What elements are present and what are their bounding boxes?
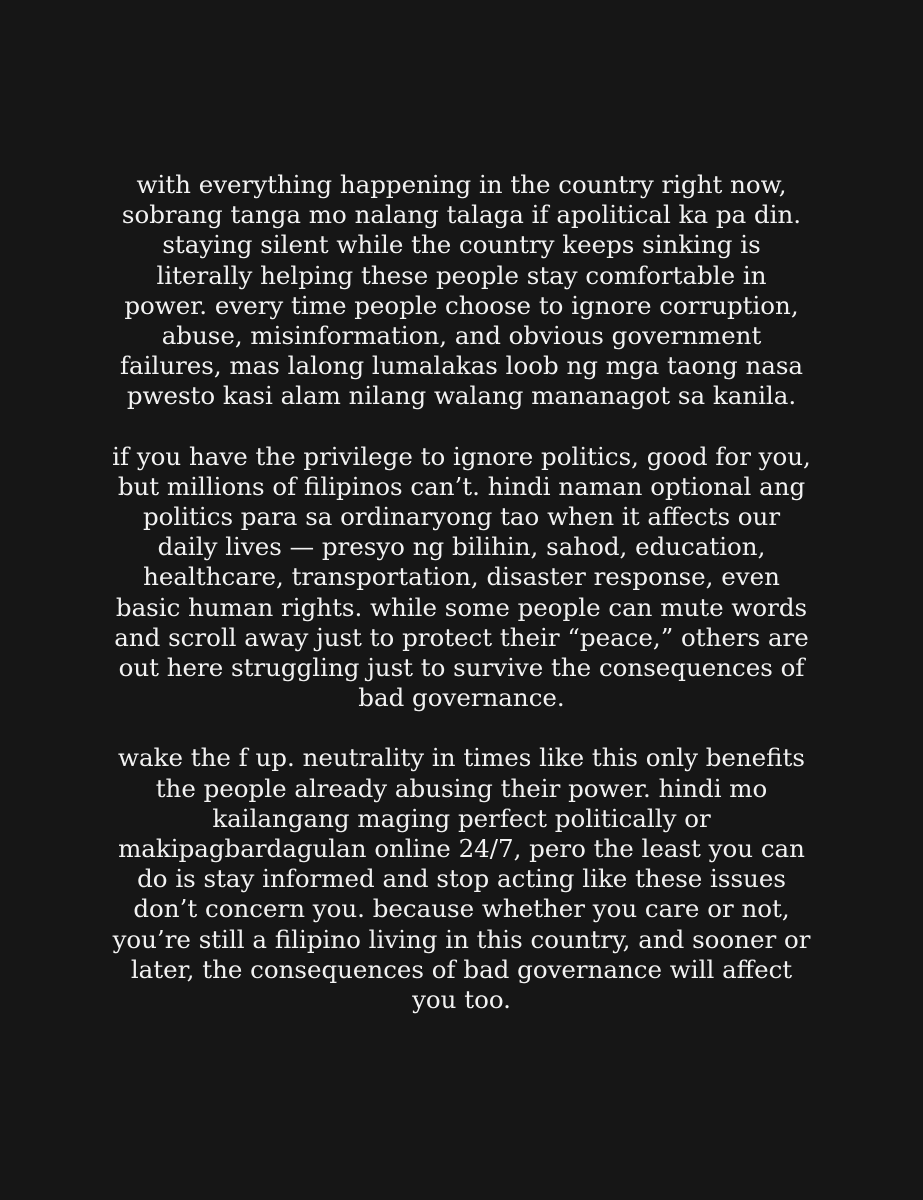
- text-line: and scroll away just to protect their “peace,” others are: [114, 622, 809, 652]
- text-line: power. every time people choose to ignore corruption,: [124, 290, 799, 320]
- text-line: later, the consequences of bad governance will affect: [130, 954, 793, 984]
- paragraph-3: [0, 743, 923, 1015]
- text-line: literally helping these people stay comfortable in: [156, 260, 767, 290]
- text-line: pwesto kasi alam nilang walang mananagot sa kanila.: [126, 381, 797, 411]
- text-line: wake the f up. neutrality in times like this only benefits: [118, 743, 805, 773]
- text-line: bad governance.: [358, 683, 565, 713]
- paragraph-1: [0, 170, 923, 412]
- text-line: but millions of filipinos can’t. hindi naman optional ang: [117, 471, 806, 501]
- text-line: healthcare, transportation, disaster response, even: [143, 562, 780, 592]
- text-line: kailangang maging perfect politically or: [212, 803, 711, 833]
- text-line: don’t concern you. because whether you care or not,: [133, 894, 790, 924]
- text-line: sobrang tanga mo nalang talaga if apolitical ka pa din.: [121, 200, 802, 230]
- text-line: do is stay informed and stop acting like these issues: [137, 864, 786, 894]
- text-line: makipagbardagulan online 24/7, pero the least you can: [118, 834, 805, 864]
- text-line: the people already abusing their power. hindi mo: [155, 773, 768, 803]
- text-line: failures, mas lalong lumalakas loob ng mga taong nasa: [119, 351, 804, 381]
- text-line: staying silent while the country keeps sinking is: [162, 230, 761, 260]
- text-line: you too.: [412, 985, 511, 1015]
- text-line: out here struggling just to survive the consequences of: [118, 653, 805, 683]
- text-line: with everything happening in the country right now,: [136, 170, 787, 199]
- text-line: abuse, misinformation, and obvious government: [161, 321, 762, 351]
- text-line: if you have the privilege to ignore politics, good for you,: [112, 441, 811, 471]
- paragraph-2: [0, 442, 923, 714]
- text-line: daily lives — presyo ng bilihin, sahod, education,: [157, 532, 766, 562]
- text-line: you’re still a filipino living in this country, and sooner or: [112, 924, 811, 954]
- text-line: politics para sa ordinaryong tao when it affects our: [142, 502, 781, 532]
- text-post-body: [0, 170, 923, 1045]
- text-line: basic human rights. while some people can mute words: [115, 592, 808, 622]
